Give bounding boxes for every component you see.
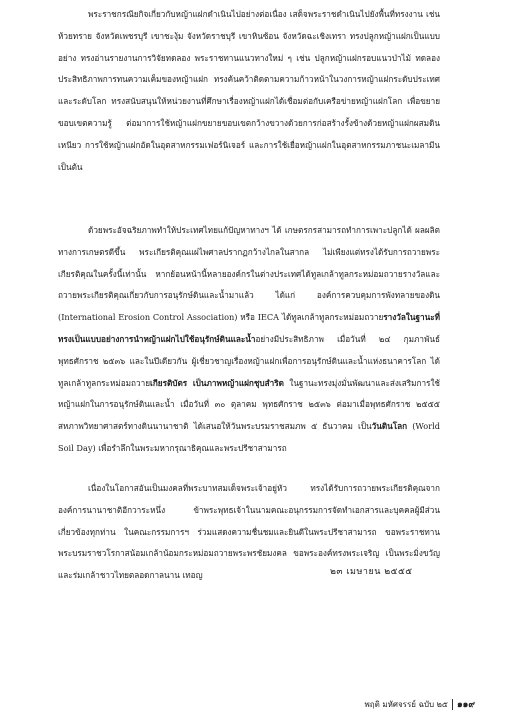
footer-publication: พฤติ มหัศจรรย์ ฉบับ ๒๕ — [364, 699, 448, 709]
paragraph-2-mid: อย่างมีประสิทธิภาพ เมื่อวันที่ ๒๔ กุมภาพันธ์ พุทธศักราช ๒๕๓๖ และในปีเดียวกัน ผู้เชี่ยวชาญเรื่องหญ้าแฝกเพื่อการอนุรักษ์ดินและน้ำแห่งธนาคารโลก ได้ทูลเกล้าทูลกระหม่อมถวาย — [58, 333, 440, 388]
paragraph-2-bold-award: รางวัลในฐานะที่ทรงเป็นแบบอย่างการนำหญ้าแฝกไปใช้อนุรักษ์ดินและน้ำ — [58, 312, 440, 344]
paragraph-2-bold-soil-day: วันดินโลก — [371, 421, 408, 432]
paragraph-1-text: พระราชกรณียกิจเกี่ยวกับหญ้าแฝกดำเนินไปอย่างต่อเนื่อง เสด็จพระราชดำเนินไปยังพื้นที่ทรงงาน เช่น ห้วยทราย จังหวัดเพชรบุรี เขาชะงุ้ม จังหวัดราชบุรี เขาหินซ้อน จังหวัดฉะเชิงเทรา ทรงปลูกหญ้าแฝกเป็นแบบอย่าง ทรงอ่านรายงานการวิจัยทดลอง พระราชทานแนวทางใหม่ ๆ เช่น ปลูกหญ้าแฝกรอบแนวป่าไม้ ทดลองประสิทธิภาพการทนความเค็มของหญ้าแฝก ทรงค้นคว้าติดตามความก้าวหน้าในวงการหญ้าแฝกระดับประเทศและระดับโลก ทรงสนับสนุนให้หน่วยงานที่ศึกษาเรื่องหญ้าแฝกได้เชื่อมต่อกับเครือข่ายหญ้าแฝกโลก เพื่อขยายขอบเขตความรู้ ต่อมาการใช้หญ้าแฝกขยายขอบเขตกว้างขวางด้วยการก่อสร้างรั้งข้างด้วยหญ้าแฝกผสมดินเหนียว การใช้หญ้าแฝกอัดในอุตสาหกรรมเฟอร์นิเจอร์ และการใช้เยื่อหญ้าแฝกในอุตสาหกรรมภาชนะเมลามีน เป็นต้น — [58, 9, 440, 172]
paragraph-2-bold-certificate: เกียรติบัตร เป็นภาพหญ้าแฝกชุบสำริด — [150, 377, 284, 388]
page-footer — [365, 697, 476, 711]
paragraph-3-text: เนื่องในโอกาสอันเป็นมงคลที่พระบาทสมเด็จพระเจ้าอยู่หัว ทรงได้รับการถวายพระเกียรติคุณจากองค์การนานาชาติอีกวาระหนึ่ง ข้าพระพุทธเจ้าในนามคณะอนุกรรมการจัดทำเอกสารและบุคคลผู้มีส่วนเกี่ยวข้องทุกท่าน ในคณะกรรมการฯ ร่วมแสดงความชื่นชมและยินดีในพระปรีชาสามารถ ขอพระราชทานพระบรมราชวโรกาสน้อมเกล้าน้อมกระหม่อมถวายพระพรชัยมงคล ขอพระองค์ทรงพระเจริญ เป็นพระมิ่งขวัญและร่มเกล้าชาวไทยตลอดกาลนาน เทอญ — [58, 483, 440, 581]
paragraph-2-post: ในฐานะทรงมุ่งมั่นพัฒนาและส่งเสริมการใช้หญ้าแฝกในการอนุรักษ์ดินและน้ำ เมื่อวันที่ ๓๐ ตุลาคม พุทธศักราช ๒๕๓๖ ต่อมาเมื่อพุทธศักราช ๒๕๕๕ สหภาพวิทยาศาสตร์ทางดินนานาชาติ ได้เสนอให้วันพระบรมราชสมภพ ๕ ธันวาคม เป็น — [58, 377, 440, 432]
document-date: ๒๓ เมษายน ๒๕๕๕ — [330, 567, 413, 577]
paragraph-2-end: (World Soil Day) เพื่อรำลึกในพระมหากรุณาธิคุณและพระปรีชาสามารถ — [58, 421, 440, 453]
footer-divider — [452, 699, 453, 710]
paragraph-2-pre: ด้วยพระอัจฉริยภาพทำให้ประเทศไทยแก้ปัญหาทางฯ ได้ เกษตรกรสามารถทำการเพาะปลูกได้ ผลผลิตทางการเกษตรดีขึ้น พระเกียรติคุณแผ่ไพศาลปรากฏกว้างไกลในสากล ไม่เพียงแต่ทรงได้รับการถวายพระเกียรติคุณในครั้งนี้เท่านั้น หากย้อนหน้านี้หลายองค์กรในต่างประเทศได้ทูลเกล้าทูลกระหม่อมถวายรางวัลและถวายพระเกียรติคุณเกี่ยวกับการอนุรักษ์ดินและน้ำมาแล้ว ได้แก่ องค์การควบคุมการพังทลายของดิน (International Erosion Control Association) หรือ IECA ได้ทูลเกล้าทูลกระหม่อมถวาย — [58, 225, 440, 323]
paragraph-2-text — [58, 220, 440, 460]
paragraph-2 — [58, 220, 440, 460]
paragraph-1 — [58, 4, 440, 178]
page-number: ๑๑๙ — [456, 700, 475, 710]
